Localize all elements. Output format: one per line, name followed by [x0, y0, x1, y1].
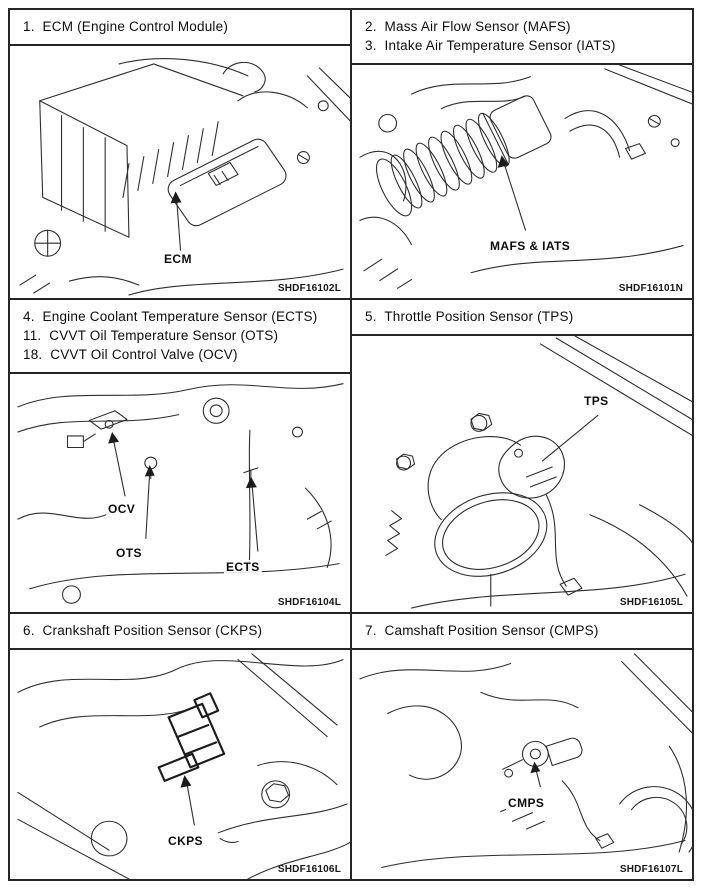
panel-ecm-figure	[10, 46, 350, 298]
panel-cmps	[352, 614, 692, 879]
header-line: 5. Throttle Position Sensor (TPS)	[365, 309, 574, 324]
callout-ecm: ECM	[164, 252, 192, 266]
header-line: 4. Engine Coolant Temperature Sensor (ECTS)	[23, 309, 318, 324]
panel-tps-figure	[352, 336, 692, 612]
panel-ecm-header	[10, 10, 350, 46]
panel-cmps-header	[352, 614, 692, 650]
header-line: 7. Camshaft Position Sensor (CMPS)	[365, 623, 599, 638]
panel-cmps-figure	[352, 650, 692, 879]
figure-code: SHDF16102L	[277, 283, 341, 294]
figure-code: SHDF16104L	[277, 597, 341, 608]
panel-ecm	[10, 10, 350, 298]
panel-mafs-header	[352, 10, 692, 65]
figure-code: SHDF16105L	[619, 597, 683, 608]
panel-tps-header	[352, 300, 692, 336]
panel-mafs-iats	[352, 10, 692, 298]
callout-ocv: OCV	[108, 502, 136, 516]
callout-cmps: CMPS	[508, 796, 545, 810]
callout-mafs-iats: MAFS & IATS	[490, 239, 571, 253]
header-line: 6. Crankshaft Position Sensor (CKPS)	[23, 623, 263, 638]
panel-ckps-figure	[10, 650, 350, 879]
panel-tps	[352, 300, 692, 612]
panel-ects-ots-ocv	[10, 300, 350, 612]
diagram-grid	[8, 8, 694, 881]
header-line: 11. CVVT Oil Temperature Sensor (OTS)	[23, 328, 279, 343]
mafs-illustration	[352, 65, 692, 298]
panel-ects-figure	[10, 374, 350, 612]
callout-ots: OTS	[116, 546, 142, 560]
tps-illustration	[352, 336, 692, 612]
panel-ckps-header	[10, 614, 350, 650]
figure-code: SHDF16106L	[277, 864, 341, 875]
figure-code: SHDF16101N	[618, 283, 683, 294]
header-line: 3. Intake Air Temperature Sensor (IATS)	[365, 38, 616, 53]
callout-tps: TPS	[584, 394, 609, 408]
ects-ots-ocv-illustration	[10, 374, 350, 612]
callout-ects: ECTS	[226, 560, 260, 574]
header-line: 18. CVVT Oil Control Valve (OCV)	[23, 347, 238, 362]
cmps-illustration	[352, 650, 692, 879]
panel-mafs-figure	[352, 65, 692, 298]
panel-ckps	[10, 614, 350, 879]
header-line: 1. ECM (Engine Control Module)	[23, 19, 229, 34]
callout-ckps: CKPS	[168, 834, 203, 848]
panel-ects-header	[10, 300, 350, 374]
figure-code: SHDF16107L	[619, 864, 683, 875]
header-line: 2. Mass Air Flow Sensor (MAFS)	[365, 19, 571, 34]
